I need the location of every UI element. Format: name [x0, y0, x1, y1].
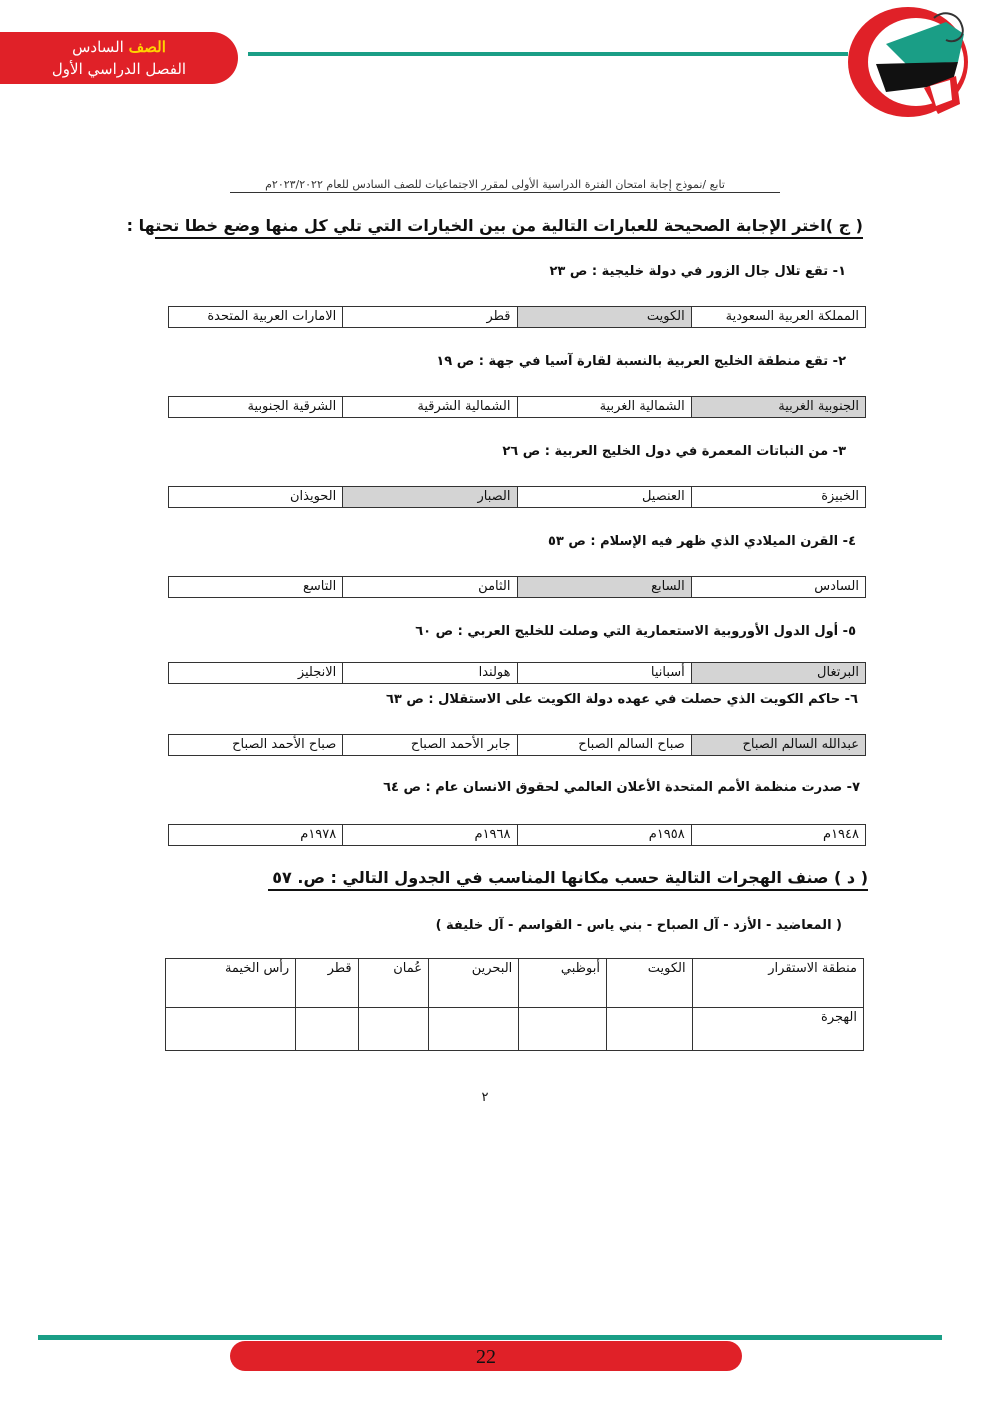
answer-cell[interactable]: [429, 1008, 519, 1051]
grade-label: الصف: [128, 38, 166, 56]
option-7-3[interactable]: ١٩٦٨م: [342, 825, 516, 845]
place-abudhabi: أبوظبي: [519, 959, 607, 1008]
place-qatar: قطر: [296, 959, 358, 1008]
term-label: الفصل الدراسي الأول: [51, 60, 187, 78]
header-divider: [248, 52, 848, 56]
option-1-4[interactable]: الامارات العربية المتحدة: [207, 309, 337, 324]
table-row: [166, 1008, 864, 1051]
option-4-3[interactable]: الثامن: [342, 577, 516, 597]
option-5-3[interactable]: هولندا: [342, 663, 516, 683]
option-4-4[interactable]: التاسع: [302, 579, 337, 594]
question-4: ٤- القرن الميلادي الذي ظهر فيه الإسلام : ص ٥٣: [547, 534, 856, 549]
answer-cell[interactable]: [296, 1008, 358, 1051]
document-title-text: تابع /نموذج إجابة امتحان الفترة الدراسية الأولى لمقرر الاجتماعيات للصف السادس للعام ٢٠٢٣/٢٠٢٢م: [265, 178, 725, 191]
answer-cell[interactable]: [358, 1008, 428, 1051]
migration-table: [165, 958, 864, 1051]
option-7-4[interactable]: ١٩٧٨م: [300, 827, 337, 842]
footer-divider: [38, 1335, 942, 1340]
option-6-2[interactable]: صباح السالم الصباح: [517, 735, 691, 755]
options-row-3: [168, 486, 866, 508]
section-d-heading: ( د ) صنف الهجرات التالية حسب مكانها المناسب في الجدول التالي : ص. ٥٧: [268, 868, 868, 891]
option-3-1[interactable]: الخبيزة: [691, 487, 865, 507]
migration-choices: ( المعاضيد - الأزد - آل الصباح - بني ياس - القواسم - آل خليفة ): [435, 918, 842, 933]
answer-cell[interactable]: [166, 1008, 296, 1051]
row-label-settlement: منطقة الاستقرار: [692, 959, 863, 1008]
option-5-2[interactable]: أسبانيا: [517, 663, 691, 683]
grade-tag: [0, 32, 238, 84]
question-5: ٥- أول الدول الأوروبية الاستعمارية التي وصلت للخليج العربي : ص ٦٠: [415, 624, 856, 639]
option-2-4[interactable]: الشرقية الجنوبية: [247, 399, 337, 414]
page-number-badge: 22: [230, 1341, 742, 1371]
options-row-5: [168, 662, 866, 684]
option-3-2[interactable]: العنصيل: [517, 487, 691, 507]
option-5-4[interactable]: الانجليز: [297, 665, 337, 680]
option-4-1[interactable]: السادس: [691, 577, 865, 597]
inner-page-number: ٢: [481, 1090, 489, 1105]
option-3-3[interactable]: الصبار: [342, 487, 516, 507]
row-label-migration: الهجرة: [692, 1008, 863, 1051]
option-7-2[interactable]: ١٩٥٨م: [517, 825, 691, 845]
answer-cell[interactable]: [606, 1008, 692, 1051]
place-kuwait: الكويت: [606, 959, 692, 1008]
place-bahrain: البحرين: [429, 959, 519, 1008]
section-c-heading: ( ج )اختر الإجابة الصحيحة للعبارات التالية من بين الخيارات التي تلي كل منها وضع خطا تحتها :: [155, 216, 863, 239]
options-row-2: [168, 396, 866, 418]
kuwait-logo-icon: [846, 4, 976, 118]
options-row-4: [168, 576, 866, 598]
option-7-1[interactable]: ١٩٤٨م: [691, 825, 865, 845]
option-6-3[interactable]: جابر الأحمد الصباح: [342, 735, 516, 755]
question-1: ١- تقع تلال جال الزور في دولة خليجية : ص ٢٣: [549, 264, 846, 279]
table-row: [166, 959, 864, 1008]
option-6-1[interactable]: عبدالله السالم الصباح: [691, 735, 865, 755]
option-4-2[interactable]: السابع: [517, 577, 691, 597]
options-row-6: [168, 734, 866, 756]
answer-cell[interactable]: [519, 1008, 607, 1051]
option-2-2[interactable]: الشمالية الغربية: [517, 397, 691, 417]
option-3-4[interactable]: الحويذان: [289, 489, 337, 504]
question-7: ٧- صدرت منظمة الأمم المتحدة الأعلان العالمي لحقوق الانسان عام : ص ٦٤: [383, 780, 860, 795]
option-2-3[interactable]: الشمالية الشرقية: [342, 397, 516, 417]
options-row-7: [168, 824, 866, 846]
grade-value: السادس: [72, 38, 124, 56]
place-rak: رأس الخيمة: [166, 959, 296, 1008]
options-row-1: [168, 306, 866, 328]
question-3: ٣- من النباتات المعمرة في دول الخليج العربية : ص ٢٦: [502, 444, 846, 459]
question-2: ٢- تقع منطقة الخليج العربية بالنسبة لقارة آسيا في جهة : ص ١٩: [436, 354, 846, 369]
question-6: ٦- حاكم الكويت الذي حصلت في عهده دولة الكويت على الاستقلال : ص ٦٣: [385, 692, 858, 707]
option-5-1[interactable]: البرتغال: [691, 663, 865, 683]
option-1-3[interactable]: قطر: [342, 307, 516, 327]
option-1-1[interactable]: المملكة العربية السعودية: [691, 307, 865, 327]
option-1-2[interactable]: الكويت: [517, 307, 691, 327]
place-oman: عُمان: [358, 959, 428, 1008]
document-title: [200, 178, 790, 191]
option-6-4[interactable]: صباح الأحمد الصباح: [232, 737, 337, 752]
option-2-1[interactable]: الجنوبية الغربية: [691, 397, 865, 417]
